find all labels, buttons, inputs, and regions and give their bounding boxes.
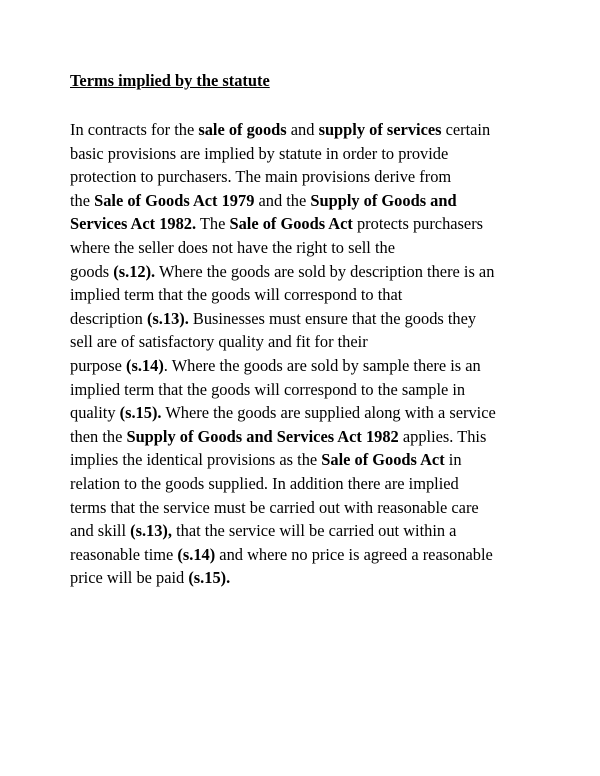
text-run: where the seller does not have the right to sell the bbox=[70, 237, 395, 257]
page-title: Terms implied by the statute bbox=[70, 71, 270, 90]
text-run: and bbox=[286, 120, 319, 139]
text-run: description bbox=[70, 308, 147, 328]
text-line bbox=[70, 118, 540, 142]
text-line bbox=[70, 236, 540, 260]
text-run: implied term that the goods will correspond to that bbox=[70, 285, 403, 305]
text-line bbox=[70, 189, 540, 213]
bold-text-run: (s.13). bbox=[146, 308, 189, 328]
bold-text-run: (s.13), bbox=[130, 521, 172, 541]
bold-text-run: (s.14) bbox=[126, 355, 164, 375]
text-run: Where the goods are supplied along with a service bbox=[161, 403, 496, 423]
text-run: price will be paid bbox=[70, 568, 189, 588]
text-run: then the bbox=[70, 426, 127, 446]
text-run: goods bbox=[70, 261, 114, 281]
bold-text-run: (s.14) bbox=[177, 544, 216, 564]
text-run: protection to purchasers. The main provisions derive from bbox=[70, 167, 452, 187]
text-run: Where the goods are sold by description there is an bbox=[155, 261, 495, 281]
text-line bbox=[70, 307, 540, 331]
bold-text-run: Sale of Goods Act 1979 bbox=[94, 190, 255, 210]
body-paragraph bbox=[70, 118, 540, 590]
text-line bbox=[70, 472, 540, 496]
text-line bbox=[70, 165, 540, 189]
text-run: implied term that the goods will correspond to the sample in bbox=[70, 379, 466, 399]
text-line bbox=[70, 496, 540, 520]
bold-text-run: (s.15). bbox=[188, 568, 231, 588]
text-line bbox=[70, 378, 540, 402]
text-line bbox=[70, 519, 540, 543]
text-run: and skill bbox=[70, 521, 131, 541]
text-run: purpose bbox=[70, 355, 126, 375]
bold-text-run: (s.15). bbox=[119, 403, 162, 423]
text-line bbox=[70, 448, 540, 472]
text-run: Businesses must ensure that the goods they bbox=[188, 308, 477, 328]
text-line bbox=[70, 543, 540, 567]
text-line bbox=[70, 401, 540, 425]
text-run: In contracts for the bbox=[70, 120, 199, 139]
text-run: applies. This bbox=[398, 426, 487, 446]
text-run: in bbox=[444, 450, 462, 470]
bold-text-run: (s.12). bbox=[113, 261, 156, 281]
bold-text-run: Sale of Goods Act bbox=[229, 214, 353, 234]
text-line bbox=[70, 142, 540, 166]
text-line bbox=[70, 212, 540, 236]
text-run: quality bbox=[70, 403, 120, 423]
text-run: . Where the goods are sold by sample there is an bbox=[163, 355, 481, 375]
text-line bbox=[70, 283, 540, 307]
bold-text-run: Sale of Goods Act bbox=[321, 450, 445, 470]
text-run: and the bbox=[254, 190, 311, 210]
text-run: that the service will be carried out within a bbox=[172, 521, 457, 541]
text-run: sell are of satisfactory quality and fit for their bbox=[70, 332, 368, 352]
text-run: certain bbox=[441, 120, 491, 139]
bold-text-run: Services Act 1982. bbox=[70, 214, 197, 234]
text-run: protects purchasers bbox=[352, 214, 484, 234]
text-line bbox=[70, 354, 540, 378]
text-run: the bbox=[70, 190, 95, 210]
bold-text-run: Supply of Goods and Services Act 1982 bbox=[126, 426, 399, 446]
text-line bbox=[70, 330, 540, 354]
text-line bbox=[70, 566, 540, 590]
text-line bbox=[70, 425, 540, 449]
text-run: basic provisions are implied by statute in order to provide bbox=[70, 143, 449, 163]
bold-text-run: sale of goods bbox=[198, 120, 287, 139]
text-run: relation to the goods supplied. In addition there are implied bbox=[70, 473, 459, 493]
text-line bbox=[70, 260, 540, 284]
text-run: The bbox=[196, 214, 230, 234]
bold-text-run: supply of services bbox=[318, 120, 442, 139]
bold-text-run: Supply of Goods and bbox=[310, 190, 457, 210]
text-run: implies the identical provisions as the bbox=[70, 450, 322, 470]
text-run: and where no price is agreed a reasonable bbox=[215, 544, 493, 564]
text-run: reasonable time bbox=[70, 544, 178, 564]
text-run: terms that the service must be carried out with reasonable care bbox=[70, 497, 479, 517]
